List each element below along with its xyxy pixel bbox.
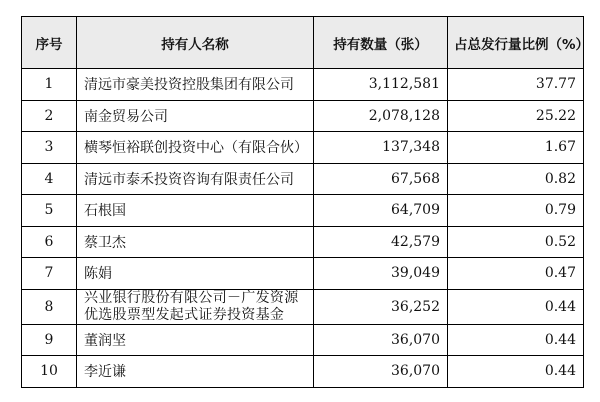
cell-ratio: 0.79 [448, 195, 584, 227]
cell-serial-no: 4 [22, 163, 77, 195]
cell-serial-no: 7 [22, 258, 77, 290]
cell-quantity: 36,252 [314, 289, 448, 324]
cell-ratio: 0.47 [448, 258, 584, 290]
cell-serial-no: 10 [22, 356, 77, 388]
cell-holder-name: 横琴恒裕联创投资中心（有限合伙） [77, 132, 314, 164]
cell-quantity: 67,568 [314, 163, 448, 195]
cell-serial-no: 5 [22, 195, 77, 227]
cell-serial-no: 2 [22, 100, 77, 132]
table-row [22, 258, 584, 290]
cell-ratio: 0.44 [448, 324, 584, 356]
cell-quantity: 39,049 [314, 258, 448, 290]
holder-table [21, 16, 590, 388]
cell-holder-name: 陈娟 [77, 258, 314, 290]
cell-holder-name: 蔡卫杰 [77, 226, 314, 258]
cell-ratio: 25.22 [448, 100, 584, 132]
cell-quantity: 42,579 [314, 226, 448, 258]
cell-ratio: 0.44 [448, 289, 584, 324]
header-issuance-ratio: 占总发行量比例（%） [448, 17, 584, 69]
table-row [22, 100, 584, 132]
cell-holder-name: 清远市泰禾投资咨询有限责任公司 [77, 163, 314, 195]
cell-quantity: 3,112,581 [314, 69, 448, 101]
cell-quantity: 137,348 [314, 132, 448, 164]
cell-holder-name: 石根国 [77, 195, 314, 227]
cell-serial-no: 3 [22, 132, 77, 164]
cell-serial-no: 6 [22, 226, 77, 258]
cell-quantity: 64,709 [314, 195, 448, 227]
table-row [22, 195, 584, 227]
cell-holder-name: 清远市豪美投资控股集团有限公司 [77, 69, 314, 101]
cell-quantity: 2,078,128 [314, 100, 448, 132]
cell-ratio: 0.44 [448, 356, 584, 388]
table-row [22, 356, 584, 388]
cell-ratio: 0.52 [448, 226, 584, 258]
table-row [22, 324, 584, 356]
cell-quantity: 36,070 [314, 324, 448, 356]
cell-holder-name: 董润坚 [77, 324, 314, 356]
cell-serial-no: 8 [22, 289, 77, 324]
table-header-row [22, 17, 584, 69]
cell-ratio: 0.82 [448, 163, 584, 195]
header-serial-no: 序号 [22, 17, 77, 69]
cell-serial-no: 1 [22, 69, 77, 101]
header-quantity: 持有数量（张） [314, 17, 448, 69]
table-row [22, 289, 584, 324]
table-row [22, 69, 584, 101]
table-row [22, 132, 584, 164]
cell-holder-name: 李近谦 [77, 356, 314, 388]
cell-holder-name: 兴业银行股份有限公司－广发资源优选股票型发起式证券投资基金 [77, 289, 314, 324]
cell-serial-no: 9 [22, 324, 77, 356]
cell-ratio: 1.67 [448, 132, 584, 164]
table-row [22, 163, 584, 195]
cell-quantity: 36,070 [314, 356, 448, 388]
table-row [22, 226, 584, 258]
header-holder-name: 持有人名称 [77, 17, 314, 69]
cell-holder-name: 南金贸易公司 [77, 100, 314, 132]
cell-ratio: 37.77 [448, 69, 584, 101]
